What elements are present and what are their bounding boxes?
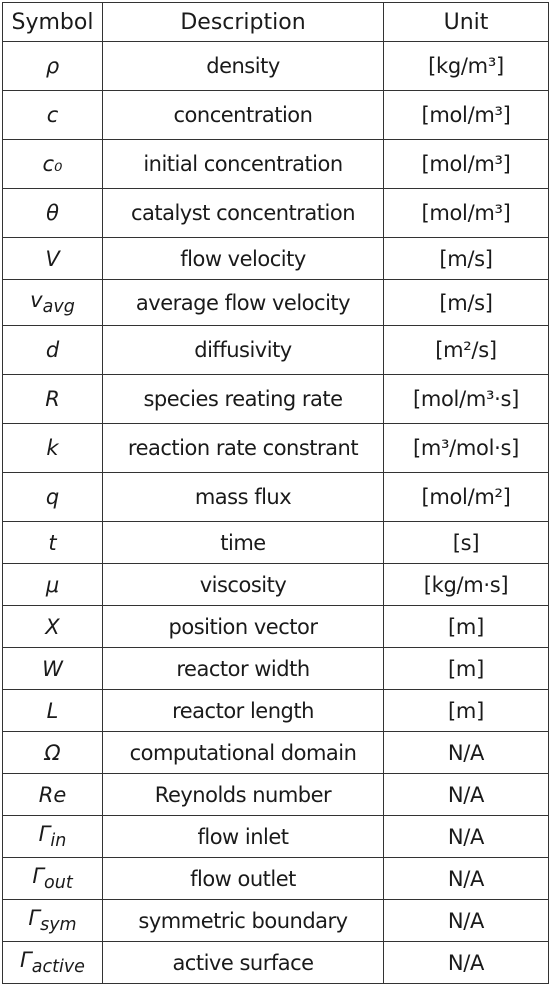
table-row [3, 858, 549, 900]
table-row [3, 189, 549, 238]
description-cell: flow inlet [103, 816, 384, 858]
symbol-cell [3, 858, 103, 900]
table-row [3, 606, 549, 648]
table-row [3, 91, 549, 140]
description-cell: computational domain [103, 732, 384, 774]
description-cell: reaction rate constrant [103, 424, 384, 473]
unit-cell: [kg/m³] [384, 42, 549, 91]
description-cell: flow outlet [103, 858, 384, 900]
symbol-base: Γ [28, 905, 41, 930]
description-cell: active surface [103, 942, 384, 984]
unit-cell: [m²/s] [384, 326, 549, 375]
header-unit: Unit [384, 3, 549, 42]
description-cell: mass flux [103, 473, 384, 522]
unit-cell: N/A [384, 942, 549, 984]
unit-cell: [s] [384, 522, 549, 564]
table-row [3, 690, 549, 732]
table-row [3, 774, 549, 816]
symbol-cell: X [3, 606, 103, 648]
unit-cell: [m³/mol·s] [384, 424, 549, 473]
unit-cell: N/A [384, 816, 549, 858]
symbol-cell: ρ [3, 42, 103, 91]
symbol-base: Γ [20, 947, 32, 972]
header-row [3, 3, 549, 42]
table-row [3, 375, 549, 424]
symbol-cell: V [3, 238, 103, 280]
table-row [3, 326, 549, 375]
symbol-subscript: sym [40, 915, 77, 936]
description-cell: species reating rate [103, 375, 384, 424]
unit-cell: [mol/m³·s] [384, 375, 549, 424]
symbol-cell: μ [3, 564, 103, 606]
symbol-cell: L [3, 690, 103, 732]
symbol-subscript: avg [42, 297, 75, 318]
table-row [3, 140, 549, 189]
description-cell: average flow velocity [103, 280, 384, 326]
description-cell: position vector [103, 606, 384, 648]
unit-cell: [mol/m³] [384, 189, 549, 238]
table-row [3, 648, 549, 690]
table-row [3, 900, 549, 942]
unit-cell: [m] [384, 606, 549, 648]
unit-cell: N/A [384, 858, 549, 900]
symbol-cell: Re [3, 774, 103, 816]
symbol-cell: q [3, 473, 103, 522]
description-cell: concentration [103, 91, 384, 140]
unit-cell: [m] [384, 690, 549, 732]
unit-cell: [mol/m³] [384, 91, 549, 140]
symbol-cell: Ω [3, 732, 103, 774]
symbol-subscript: out [44, 873, 73, 894]
symbol-subscript: in [50, 831, 67, 852]
table-row [3, 473, 549, 522]
header-symbol: Symbol [3, 3, 103, 42]
table-row [3, 816, 549, 858]
description-cell: catalyst concentration [103, 189, 384, 238]
symbol-cell [3, 816, 103, 858]
symbol-base: v [30, 287, 43, 312]
table-row [3, 732, 549, 774]
table-row [3, 564, 549, 606]
unit-cell: N/A [384, 774, 549, 816]
symbol-cell: d [3, 326, 103, 375]
description-cell: initial concentration [103, 140, 384, 189]
unit-cell: [m/s] [384, 238, 549, 280]
table-row [3, 42, 549, 91]
unit-cell: [m/s] [384, 280, 549, 326]
table-row [3, 238, 549, 280]
unit-cell: N/A [384, 900, 549, 942]
description-cell: reactor width [103, 648, 384, 690]
table-row [3, 522, 549, 564]
symbol-cell: k [3, 424, 103, 473]
table-row [3, 942, 549, 984]
symbol-table [2, 2, 549, 984]
symbol-cell: θ [3, 189, 103, 238]
symbol-cell: t [3, 522, 103, 564]
symbol-subscript: active [31, 957, 85, 978]
symbol-base: Γ [32, 863, 45, 888]
unit-cell: [mol/m³] [384, 140, 549, 189]
header-description: Description [103, 3, 384, 42]
description-cell: time [103, 522, 384, 564]
symbol-cell [3, 942, 103, 984]
description-cell: density [103, 42, 384, 91]
symbol-cell: W [3, 648, 103, 690]
unit-cell: [kg/m·s] [384, 564, 549, 606]
table-row [3, 424, 549, 473]
symbol-cell [3, 280, 103, 326]
unit-cell: N/A [384, 732, 549, 774]
unit-cell: [m] [384, 648, 549, 690]
symbol-cell [3, 900, 103, 942]
description-cell: symmetric boundary [103, 900, 384, 942]
table-row [3, 280, 549, 326]
description-cell: flow velocity [103, 238, 384, 280]
description-cell: reactor length [103, 690, 384, 732]
symbol-cell: c₀ [3, 140, 103, 189]
symbol-cell: R [3, 375, 103, 424]
description-cell: Reynolds number [103, 774, 384, 816]
description-cell: diffusivity [103, 326, 384, 375]
symbol-base: Γ [38, 821, 51, 846]
unit-cell: [mol/m²] [384, 473, 549, 522]
symbol-cell: c [3, 91, 103, 140]
description-cell: viscosity [103, 564, 384, 606]
